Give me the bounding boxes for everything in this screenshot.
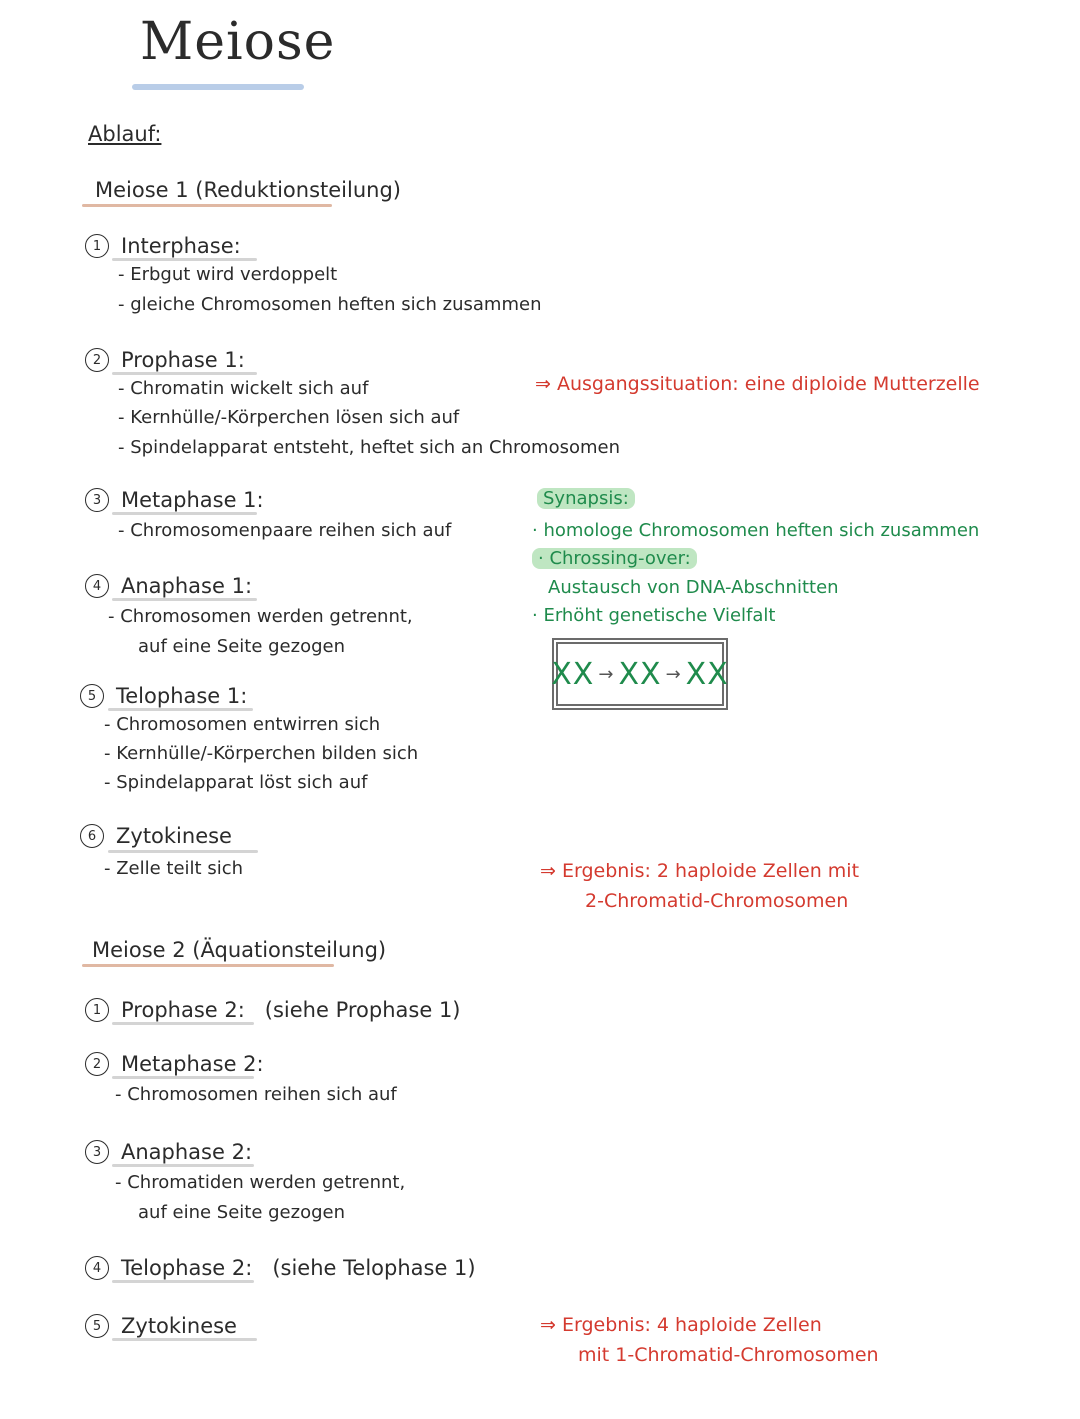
m1-phase-4-name: Anaphase 1: — [121, 574, 253, 598]
m1-phase-5-item-1: - Chromosomen entwirren sich — [104, 714, 381, 735]
number-4-icon: 4 — [85, 1256, 109, 1280]
m1-phase-4-item-2: auf eine Seite gezogen — [138, 636, 345, 657]
m1-phase-3-head — [85, 488, 264, 512]
chromosome-pair-b: XX — [618, 656, 662, 692]
m2-phase-3-name: Anaphase 2: — [121, 1140, 253, 1164]
m1-phase-3-item-1: - Chromosomenpaare reihen sich auf — [118, 520, 452, 541]
crossing-label — [532, 548, 697, 569]
m1-phase-1-item-1: - Erbgut wird verdoppelt — [118, 264, 338, 285]
m2-phase-4-head — [85, 1256, 476, 1280]
m1-phase-1-head — [85, 234, 241, 258]
m1-phase-5-line — [108, 708, 253, 711]
m2-phase-3-item-2: auf eine Seite gezogen — [138, 1202, 345, 1223]
ergebnis1-line-1: ⇒ Ergebnis: 2 haploide Zellen mit — [540, 860, 860, 882]
m2-phase-4-name: Telophase 2: — [121, 1256, 253, 1280]
m2-phase-2-head — [85, 1052, 264, 1076]
ablauf-heading: Ablauf: — [88, 122, 162, 146]
chromosome-pair-c: XX — [685, 656, 729, 692]
number-5-icon: 5 — [80, 684, 104, 708]
arrow-icon: → — [598, 663, 615, 685]
crossing-text-2: · Erhöht genetische Vielfalt — [532, 605, 776, 626]
m2-phase-2-item-1: - Chromosomen reihen sich auf — [115, 1084, 397, 1105]
m1-phase-5-name: Telophase 1: — [116, 684, 248, 708]
m1-phase-1-name: Interphase: — [121, 234, 241, 258]
m1-phase-2-name: Prophase 1: — [121, 348, 245, 372]
m1-phase-3-name: Metaphase 1: — [121, 488, 264, 512]
m2-phase-3-line — [112, 1164, 254, 1167]
m2-phase-1-inline: (siehe Prophase 1) — [264, 998, 461, 1022]
chromosome-pair-a: XX — [551, 656, 595, 692]
m2-phase-2-name: Metaphase 2: — [121, 1052, 264, 1076]
m1-phase-1-item-2: - gleiche Chromosomen heften sich zusammen — [118, 294, 542, 315]
meiose1-underline — [82, 204, 332, 207]
m1-phase-2-item-2: - Kernhülle/-Körperchen lösen sich auf — [118, 407, 460, 428]
ergebnis2-line-2: mit 1-Chromatid-Chromosomen — [578, 1344, 879, 1366]
number-5-icon: 5 — [85, 1314, 109, 1338]
m1-phase-5-item-3: - Spindelapparat löst sich auf — [104, 772, 368, 793]
m2-phase-5-head — [85, 1314, 237, 1338]
m1-phase-4-line — [112, 598, 257, 601]
ergebnis1-line-2: 2-Chromatid-Chromosomen — [585, 890, 849, 912]
m1-phase-1-line — [112, 258, 257, 261]
number-4-icon: 4 — [85, 574, 109, 598]
ausgang-note: ⇒ Ausgangssituation: eine diploide Mutterzelle — [535, 373, 980, 395]
synapsis-highlight: Synapsis: — [537, 488, 635, 509]
m1-phase-3-line — [112, 512, 257, 515]
arrow-icon: → — [665, 663, 682, 685]
m1-phase-2-line — [112, 372, 257, 375]
page-title: Meiose — [140, 12, 336, 72]
number-1-icon: 1 — [85, 234, 109, 258]
m2-phase-5-name: Zytokinese — [121, 1314, 237, 1338]
m1-phase-5-head — [80, 684, 247, 708]
number-3-icon: 3 — [85, 1140, 109, 1164]
m1-phase-4-item-1: - Chromosomen werden getrennt, — [108, 606, 413, 627]
m2-phase-5-line — [112, 1338, 257, 1341]
m2-phase-3-item-1: - Chromatiden werden getrennt, — [115, 1172, 406, 1193]
synapsis-text: · homologe Chromosomen heften sich zusammen — [532, 520, 980, 541]
ergebnis2-line-1: ⇒ Ergebnis: 4 haploide Zellen — [540, 1314, 822, 1336]
m2-phase-4-line — [112, 1280, 254, 1283]
m1-phase-6-name: Zytokinese — [116, 824, 232, 848]
synapsis-label — [537, 488, 635, 509]
crossing-highlight: · Chrossing-over: — [532, 548, 697, 569]
m2-phase-1-name: Prophase 2: — [121, 998, 245, 1022]
m2-phase-1-head — [85, 998, 461, 1022]
m1-phase-4-head — [85, 574, 252, 598]
m1-phase-2-head — [85, 348, 245, 372]
m1-phase-5-item-2: - Kernhülle/-Körperchen bilden sich — [104, 743, 419, 764]
m1-phase-2-item-3: - Spindelapparat entsteht, heftet sich an Chromosomen — [118, 437, 620, 458]
number-1-icon: 1 — [85, 998, 109, 1022]
m1-phase-2-item-1: - Chromatin wickelt sich auf — [118, 378, 369, 399]
m1-phase-6-line — [108, 850, 258, 853]
crossing-text-1: Austausch von DNA-Abschnitten — [548, 577, 839, 598]
meiose1-title: Meiose 1 (Reduktionsteilung) — [95, 178, 401, 202]
number-3-icon: 3 — [85, 488, 109, 512]
crossing-over-diagram — [552, 638, 728, 710]
meiose2-underline — [82, 964, 334, 967]
title-underline — [132, 84, 304, 90]
number-2-icon: 2 — [85, 348, 109, 372]
m2-phase-1-line — [112, 1022, 254, 1025]
m2-phase-4-inline: (siehe Telophase 1) — [272, 1256, 476, 1280]
m1-phase-6-head — [80, 824, 232, 848]
number-2-icon: 2 — [85, 1052, 109, 1076]
m2-phase-2-line — [112, 1076, 254, 1079]
number-6-icon: 6 — [80, 824, 104, 848]
m2-phase-3-head — [85, 1140, 252, 1164]
m1-phase-6-item-1: - Zelle teilt sich — [104, 858, 244, 879]
meiose2-title: Meiose 2 (Äquationsteilung) — [92, 938, 387, 962]
